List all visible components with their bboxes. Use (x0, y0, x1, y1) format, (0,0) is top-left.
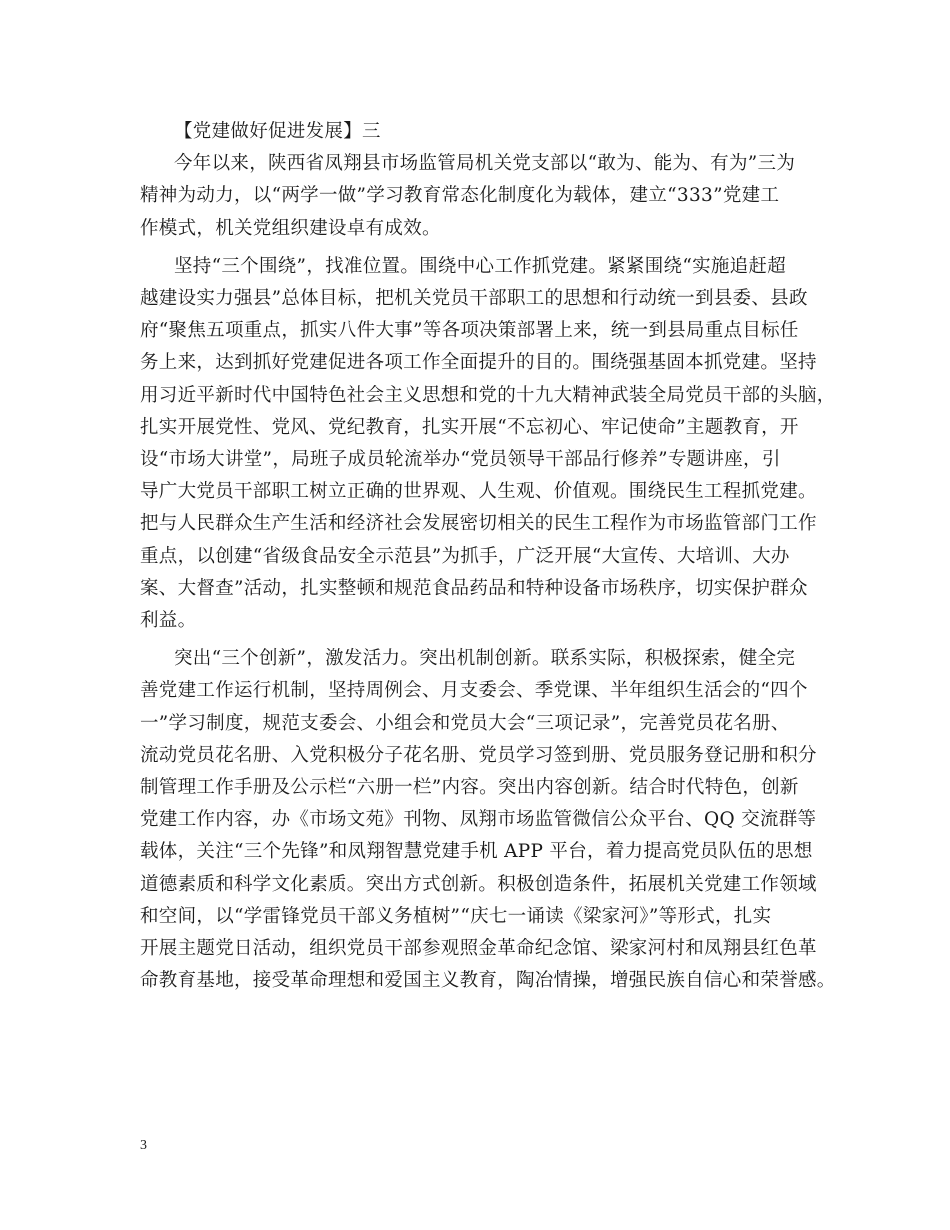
text-line: 用习近平新时代中国特色社会主义思想和党的十九大精神武装全局党员干部的头脑， (140, 384, 836, 406)
text-line: 案、大督查”活动，扎实整顿和规范食品药品和特种设备市场秩序，切实保护群众 (140, 577, 808, 599)
paragraph-3 (140, 643, 836, 997)
text-line: 导广大党员干部职工树立正确的世界观、人生观、价值观。围绕民生工程抓党建。 (140, 481, 817, 503)
text-line: 务上来，达到抓好党建促进各项工作全面提升的目的。围绕强基固本抓党建。坚持 (140, 352, 817, 374)
text-line: 设“市场大讲堂”，局班子成员轮流举办“党员领导干部品行修养”专题讲座，引 (140, 449, 781, 471)
text-line: 府“聚焦五项重点，抓实八件大事”等各项决策部署上来，统一到县局重点目标任 (140, 320, 799, 342)
text-line: 精神为动力，以“两学一做”学习教育常态化制度化为载体，建立“333”党建工 (140, 185, 780, 207)
text-line: 作模式，机关党组织建设卓有成效。 (140, 217, 441, 239)
text-line: 道德素质和科学文化素质。突出方式创新。积极创造条件，拓展机关党建工作领域 (140, 873, 817, 895)
text-line: 善党建工作运行机制，坚持周例会、月支委会、季党课、半年组织生活会的“四个 (140, 680, 808, 702)
text-line: 流动党员花名册、入党积极分子花名册、党员学习签到册、党员服务登记册和积分 (140, 744, 817, 766)
text-line: 突出“三个创新”，激发活力。突出机制创新。联系实际，积极探索，健全完 (174, 648, 796, 670)
text-line: 越建设实力强县”总体目标，把机关党员干部职工的思想和行动统一到县委、县政 (140, 288, 808, 310)
page-number: 3 (140, 1138, 147, 1153)
text-line: 制管理工作手册及公示栏“六册一栏”内容。突出内容创新。结合时代特色，创新 (140, 777, 799, 799)
text-line: 党建工作内容，办《市场文苑》刊物、凤翔市场监管微信公众平台、QQ 交流群等 (140, 809, 817, 831)
text-line: 开展主题党日活动，组织党员干部参观照金革命纪念馆、梁家河村和凤翔县红色革 (140, 938, 817, 960)
text-line: 和空间，以“学雷锋党员干部义务植树”“庆七一诵读《梁家河》”等形式，扎实 (140, 905, 772, 927)
text-line: 把与人民群众生产生活和经济社会发展密切相关的民生工程作为市场监管部门工作 (140, 513, 817, 535)
paragraph-1 (140, 148, 830, 245)
text-line: 扎实开展党性、党风、党纪教育，扎实开展“不忘初心、牢记使命”主题教育，开 (140, 416, 799, 438)
paragraph-2 (140, 251, 836, 637)
text-line: 一”学习制度，规范支委会、小组会和党员大会“三项记录”，完善党员花名册、 (140, 712, 790, 734)
text-line: 命教育基地，接受革命理想和爱国主义教育，陶冶情操，增强民族自信心和荣誉感。 (140, 970, 836, 992)
text-line: 利益。 (140, 610, 197, 632)
section-title: 【党建做好促进发展】三 (174, 121, 381, 142)
text-line: 重点，以创建“省级食品安全示范县”为抓手，广泛开展“大宣传、大培训、大办 (140, 545, 790, 567)
text-line: 坚持“三个围绕”，找准位置。围绕中心工作抓党建。紧紧围绕“实施追赶超 (174, 255, 787, 277)
text-line: 载体，关注“三个先锋”和凤翔智慧党建手机 APP 平台，着力提高党员队伍的思想 (140, 841, 813, 863)
document-body (140, 116, 836, 997)
text-line: 今年以来，陕西省凤翔县市场监管局机关党支部以“敢为、能为、有为”三为 (174, 153, 796, 175)
